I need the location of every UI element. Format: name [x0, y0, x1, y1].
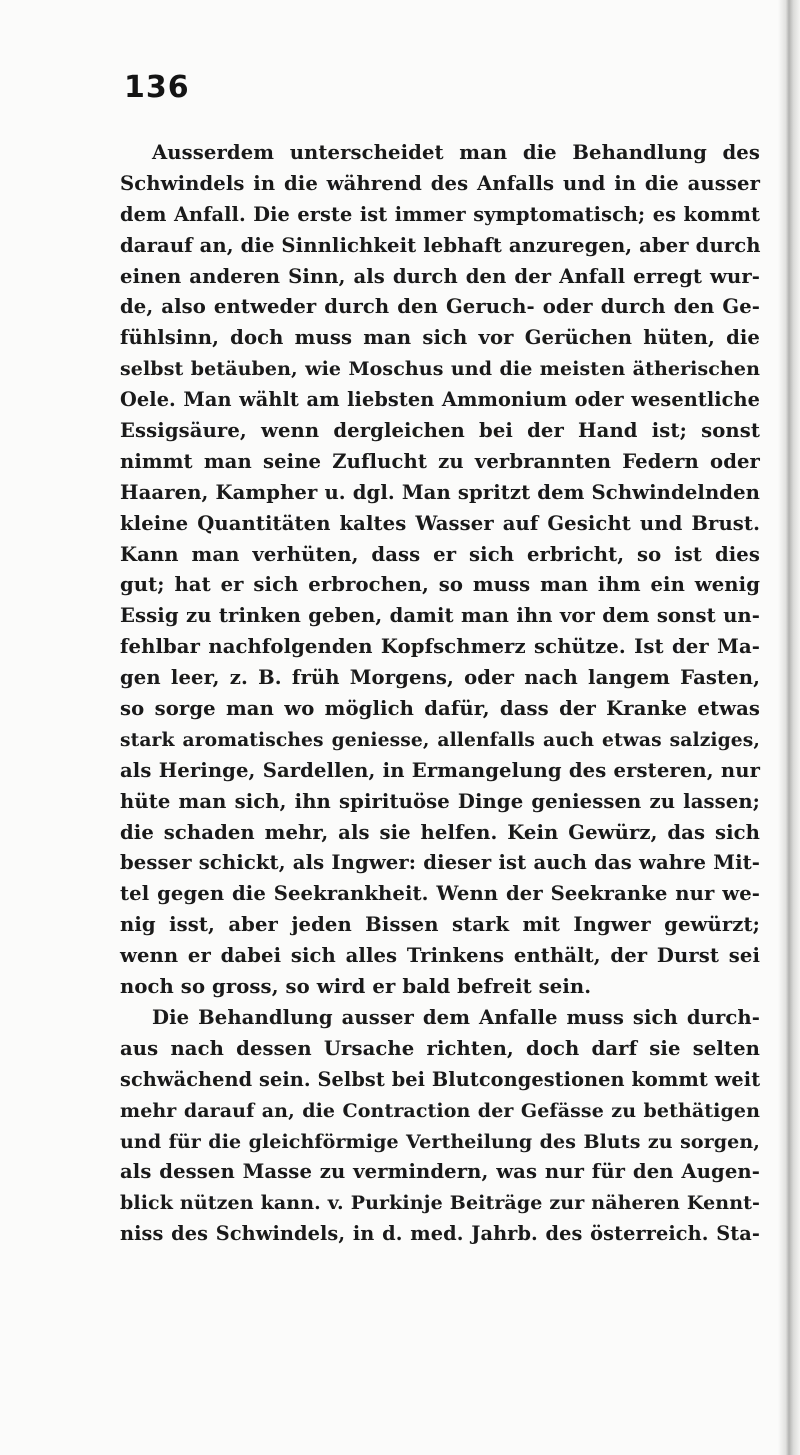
text-line: Essig zu trinken geben, damit man ihn vor dem sonst un-: [120, 604, 760, 628]
text-line: blick nützen kann. v. Purkinje Beiträge zur näheren Kennt-: [120, 1192, 760, 1215]
text-line: fehlbar nachfolgenden Kopfschmerz schütze. Ist der Ma-: [120, 635, 760, 659]
text-line: nimmt man seine Zuflucht zu verbrannten Federn oder: [120, 449, 760, 473]
text-line: hüte man sich, ihn spirituöse Dinge geniessen zu lassen;: [120, 789, 760, 813]
text-line: dem Anfall. Die erste ist immer symptomatisch; es kommt: [120, 202, 760, 226]
text-line: die schaden mehr, als sie helfen. Kein Gewürz, das sich: [120, 820, 760, 844]
text-line: mehr darauf an, die Contraction der Gefässe zu bethätigen: [120, 1099, 760, 1122]
text-line: einen anderen Sinn, als durch den der Anfall erregt wur-: [120, 264, 760, 288]
text-line: Schwindels in die während des Anfalls und in die ausser: [120, 171, 760, 195]
body-text: [120, 138, 760, 1250]
text-line: besser schickt, als Ingwer: dieser ist auch das wahre Mit-: [120, 851, 760, 875]
text-line: selbst betäuben, wie Moschus und die meisten ätherischen: [120, 358, 760, 381]
text-line: und für die gleichförmige Vertheilung des Bluts zu sorgen,: [120, 1130, 760, 1153]
text-line: Oele. Man wählt am liebsten Ammonium oder wesentliche: [120, 388, 760, 412]
text-line: Die Behandlung ausser dem Anfalle muss sich durch-: [152, 1005, 760, 1029]
text-line: Kann man verhüten, dass er sich erbricht, so ist dies: [120, 542, 760, 566]
text-line: gut; hat er sich erbrochen, so muss man ihm ein wenig: [120, 573, 760, 597]
text-line: nig isst, aber jeden Bissen stark mit Ingwer gewürzt;: [120, 913, 760, 937]
text-line: aus nach dessen Ursache richten, doch darf sie selten: [120, 1036, 760, 1060]
text-line: darauf an, die Sinnlichkeit lebhaft anzuregen, aber durch: [120, 233, 761, 257]
text-line: de, also entweder durch den Geruch- oder durch den Ge-: [120, 295, 760, 319]
text-line: niss des Schwindels, in d. med. Jahrb. des österreich. Sta-: [120, 1222, 760, 1246]
text-line: kleine Quantitäten kaltes Wasser auf Gesicht und Brust.: [120, 511, 760, 535]
text-line: stark aromatisches geniesse, allenfalls auch etwas salziges,: [120, 728, 760, 751]
text-line: als Heringe, Sardellen, in Ermangelung des ersteren, nur: [120, 758, 760, 782]
text-line: tel gegen die Seekrankheit. Wenn der Seekranke nur we-: [120, 882, 760, 906]
text-line: gen leer, z. B. früh Morgens, oder nach langem Fasten,: [120, 666, 760, 690]
text-line: so sorge man wo möglich dafür, dass der Kranke etwas: [120, 697, 760, 721]
text-line: noch so gross, so wird er bald befreit sein.: [120, 975, 592, 999]
page-edge-shadow: [778, 0, 800, 1455]
text-line: fühlsinn, doch muss man sich vor Gerüchen hüten, die: [120, 326, 760, 350]
text-line: Haaren, Kampher u. dgl. Man spritzt dem Schwindelnden: [120, 480, 760, 504]
text-line: Essigsäure, wenn dergleichen bei der Hand ist; sonst: [120, 419, 760, 443]
text-line: Ausserdem unterscheidet man die Behandlung des: [152, 141, 760, 164]
text-line: wenn er dabei sich alles Trinkens enthält, der Durst sei: [120, 944, 760, 968]
text-line: schwächend sein. Selbst bei Blutcongestionen kommt weit: [120, 1067, 761, 1091]
page-number: 136: [124, 70, 190, 105]
text-line: als dessen Masse zu vermindern, was nur für den Augen-: [120, 1160, 760, 1184]
